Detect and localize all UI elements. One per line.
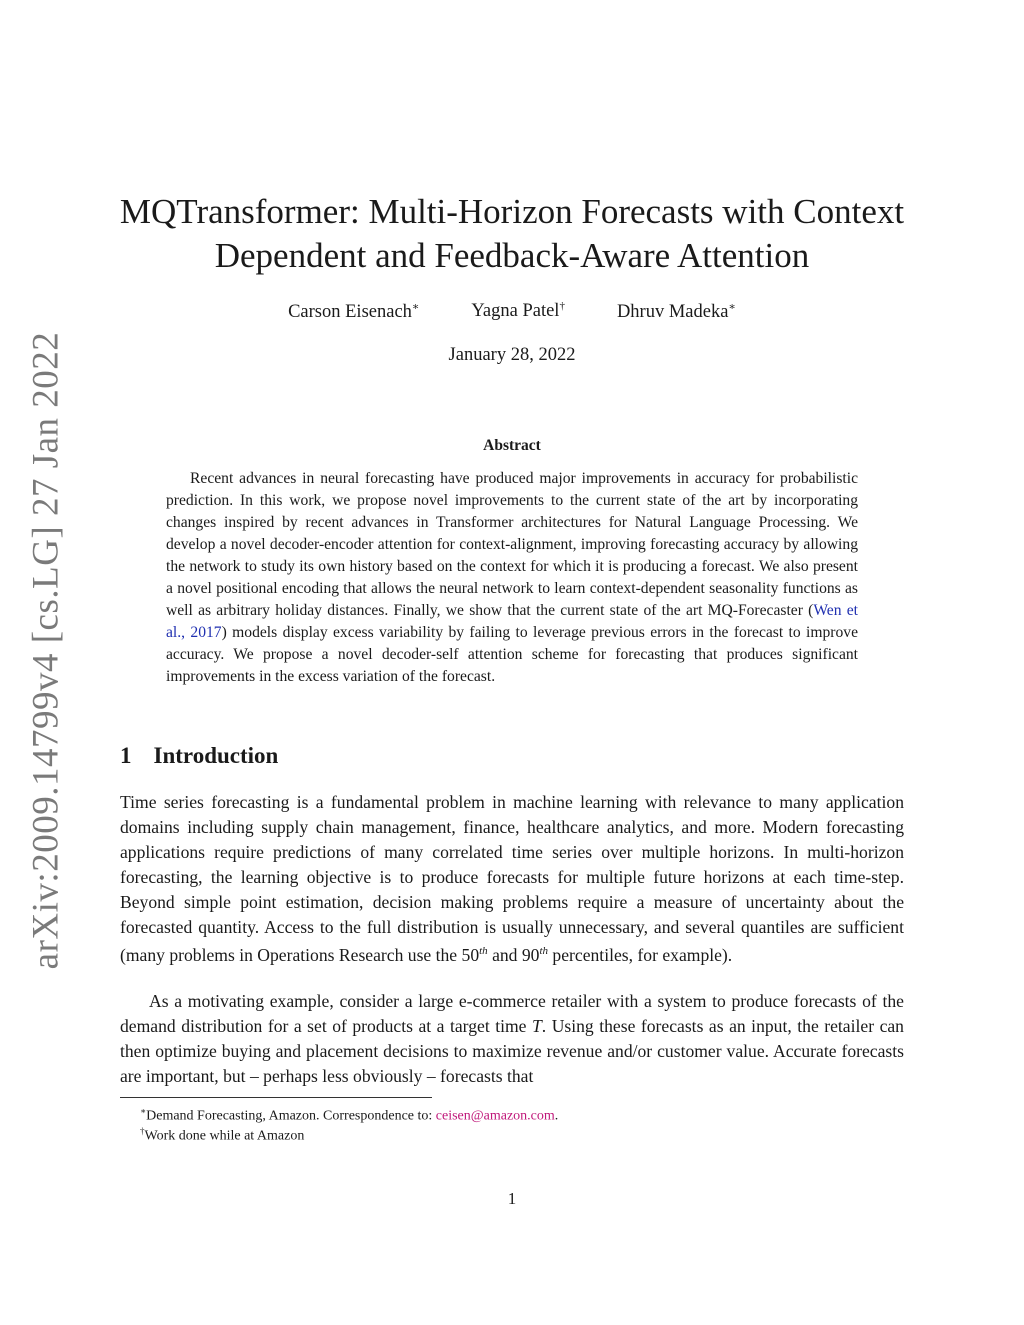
footnote-divider bbox=[120, 1097, 432, 1098]
author-list bbox=[0, 300, 1024, 323]
author: Dhruv Madeka∗ bbox=[616, 301, 736, 323]
title-line-1: MQTransformer: Multi-Horizon Forecasts with Context bbox=[119, 192, 905, 231]
paper-title bbox=[100, 190, 924, 278]
citation-link[interactable]: Wen et al., 2017 bbox=[166, 602, 858, 641]
title-line-2: Dependent and Feedback-Aware Attention bbox=[214, 236, 810, 275]
abstract-heading: Abstract bbox=[483, 437, 541, 454]
abstract-text: Recent advances in neural forecasting have produced major improvements in accuracy for probabilistic prediction. In this work, we propose novel improvements to the current state of the art by incorporating changes inspired by recent advances in Transformer architectures for Natural Language Processing. We develop a novel decoder-encoder attention for context-alignment, improving forecasting accuracy by allowing the network to study its own history based on the context for which it is producing a forecast. We also present a novel positional encoding that allows the neural network to learn context-dependent seasonality functions as well as arbitrary holiday distances. Finally, we show that the current state of the art MQ-Forecaster (Wen et al., 2017) models display excess variability by failing to leverage previous errors in the forecast to improve accuracy. We propose a novel decoder-self attention scheme for forecasting that produces significant improvements in the excess variation of the forecast. bbox=[166, 470, 859, 685]
section-title: Introduction bbox=[153, 743, 279, 768]
intro-paragraph-1: Time series forecasting is a fundamental problem in machine learning with relevance to many application domains including supply chain management, finance, healthcare analytics, and more. Modern forecasting applications require predictions of many correlated time series over multiple horizons. In multi-horizon forecasting, the learning objective is to produce forecasts for multiple future horizons at each time-step. Beyond simple point estimation, decision making problems require a measure of uncertainty about the forecasted quantity. Access to the full distribution is usually unnecessary, and several quantiles are sufficient (many problems in Operations Research use the 50th and 90th percentiles, for example). bbox=[120, 792, 904, 966]
page-number: 1 bbox=[507, 1189, 517, 1208]
publication-date: January 28, 2022 bbox=[448, 345, 576, 365]
section-heading bbox=[120, 743, 278, 769]
author: Carson Eisenach∗ bbox=[288, 301, 420, 323]
author: Yagna Patel† bbox=[471, 300, 565, 322]
footnote-2: †Work done while at Amazon bbox=[140, 1126, 305, 1144]
intro-paragraph-2: As a motivating example, consider a large e-commerce retailer with a system to produce forecasts of the demand distribution for a set of products at a target time T. Using these forecasts as an input, the retailer can then optimize buying and placement decisions to maximize revenue and/or customer value. Accurate forecasts are important, but – perhaps less obviously – forecasts that bbox=[120, 991, 904, 1086]
footnote-1: ∗Demand Forecasting, Amazon. Correspondence to: ceisen@amazon.com. bbox=[140, 1106, 559, 1124]
email-link[interactable]: ceisen@amazon.com bbox=[435, 1108, 555, 1124]
arxiv-identifier: arXiv:2009.14799v4 [cs.LG] 27 Jan 2022 bbox=[25, 331, 67, 969]
section-number: 1 bbox=[120, 743, 132, 768]
